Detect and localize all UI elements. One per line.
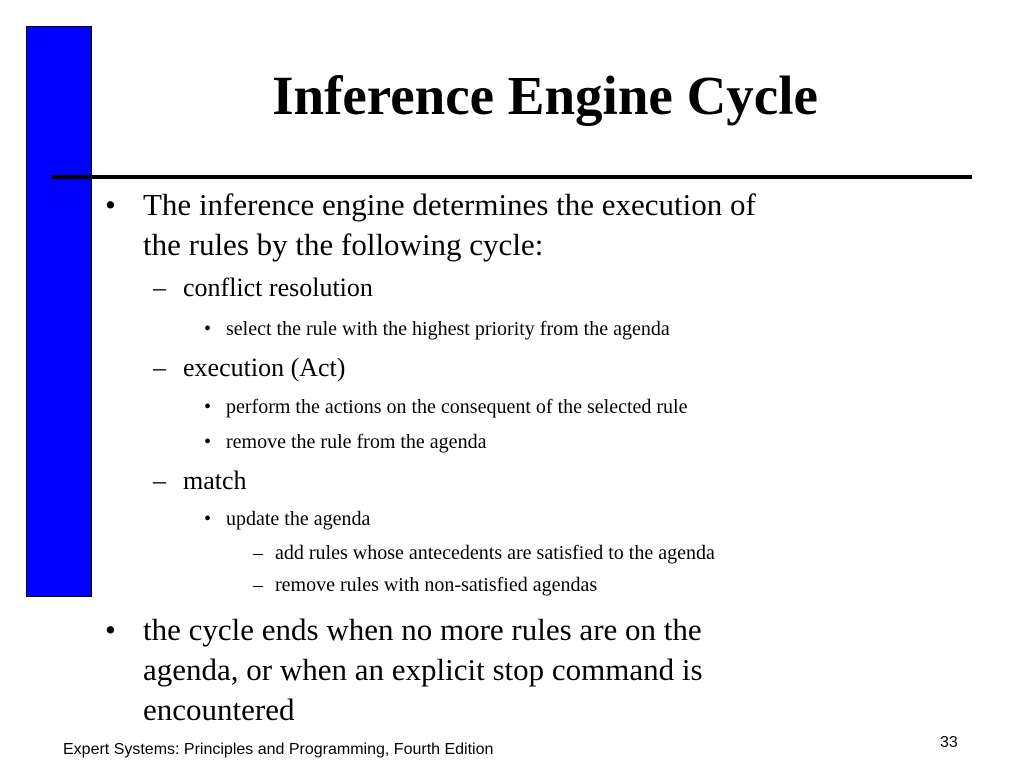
dash-marker: –: [153, 273, 166, 302]
sub-sub-item: [204, 316, 670, 342]
bullet-marker: •: [105, 187, 116, 222]
bullet-continuation: [143, 650, 703, 690]
dash-marker: –: [253, 574, 263, 596]
decorative-mark: [886, 718, 896, 722]
sub-sub-item: [204, 506, 371, 532]
bullet-continuation: [143, 225, 543, 265]
slide-number: 33: [940, 734, 958, 751]
level4-item-label: remove rules with non-satisfied agendas: [275, 574, 598, 596]
bullet-line: the cycle ends when no more rules are on the: [143, 612, 702, 647]
bullet-marker: •: [204, 396, 212, 418]
level4-item: [253, 540, 715, 566]
bullet-marker: •: [204, 508, 212, 530]
bullet-item: [105, 185, 756, 225]
bullet-continuation: [143, 690, 294, 730]
bullet-line: agenda, or when an explicit stop command is: [143, 652, 703, 687]
sub-sub-item-label: select the rule with the highest priority from the agenda: [226, 318, 670, 340]
sub-item-execution: [153, 352, 346, 384]
sub-sub-item-label: perform the actions on the consequent of the selected rule: [226, 396, 688, 418]
sub-sub-item-label: remove the rule from the agenda: [226, 431, 487, 453]
bullet-line: The inference engine determines the execution of: [143, 187, 756, 222]
level4-item-label: add rules whose antecedents are satisfied to the agenda: [275, 542, 715, 564]
bullet-marker: •: [105, 612, 116, 647]
bullet-item: [105, 610, 702, 650]
dash-marker: –: [253, 542, 263, 564]
bullet-line: encountered: [143, 692, 295, 727]
slide-title: Inference Engine Cycle: [272, 65, 818, 126]
sub-item-label: match: [183, 466, 247, 495]
sub-item-label: conflict resolution: [183, 273, 373, 302]
footer-text: Expert Systems: Principles and Programming, Fourth Edition: [63, 741, 494, 758]
sub-item-label: execution (Act): [183, 353, 346, 382]
sub-item-match: [153, 465, 247, 497]
sub-sub-item: [204, 429, 487, 455]
bullet-line: the rules by the following cycle:: [143, 227, 544, 262]
sub-sub-item-label: update the agenda: [226, 508, 371, 530]
sub-sub-item: [204, 394, 688, 420]
level4-item: [253, 572, 598, 598]
sub-item-conflict-resolution: [153, 272, 373, 304]
dash-marker: –: [153, 466, 166, 495]
dash-marker: –: [153, 353, 166, 382]
bullet-marker: •: [204, 318, 212, 340]
bullet-marker: •: [204, 431, 212, 453]
